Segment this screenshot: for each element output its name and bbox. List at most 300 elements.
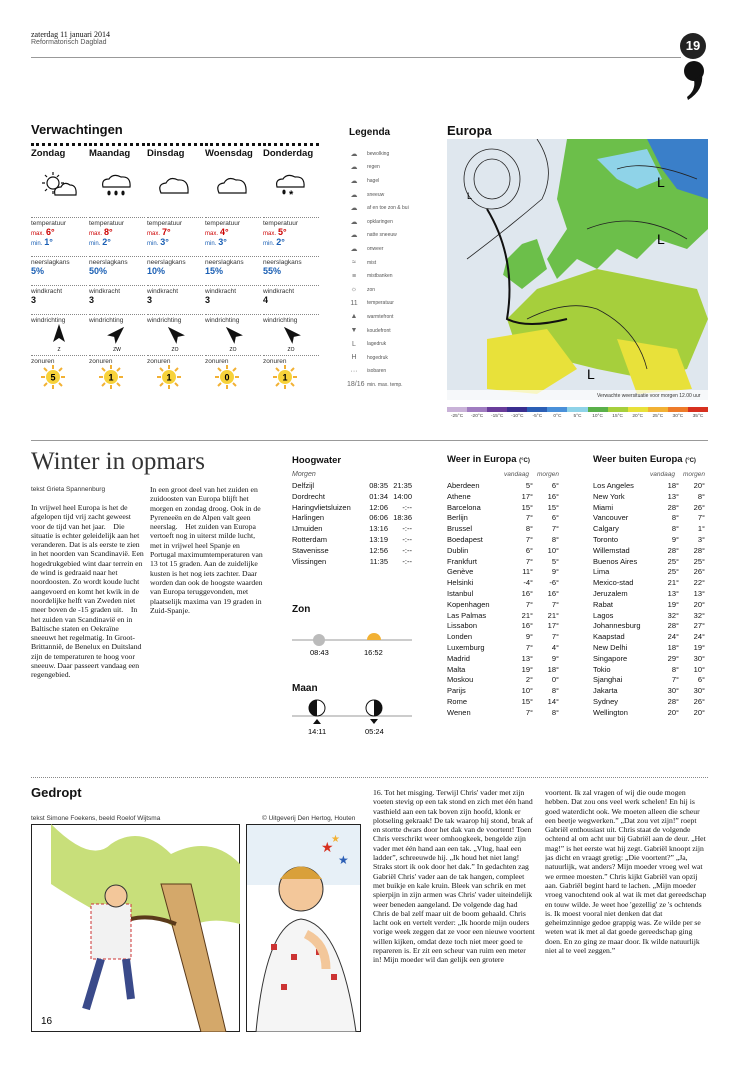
legend-icon: ☁ (350, 164, 358, 172)
svg-text:1: 1 (166, 372, 172, 383)
zon-title: Zon (292, 604, 311, 615)
legend-item (347, 188, 437, 202)
temp-today: 18° (667, 481, 679, 490)
temp-tomorrow: 15° (547, 502, 559, 512)
legend-icon: 11 (350, 299, 358, 307)
temp-tomorrow: 10° (693, 664, 705, 674)
moon-rise: 14:11 (308, 727, 327, 736)
wind-arrow-icon (89, 324, 145, 352)
story-byline: tekst Simone Foekens, beeld Roelof Wijtsma (31, 815, 161, 822)
city-name: Barcelona (447, 502, 481, 512)
legend-title: Legenda (349, 127, 391, 138)
moon-set: 05:24 (365, 727, 384, 736)
sun-hours-icon (89, 365, 145, 394)
masthead-paper: Reformatorisch Dagblad (31, 39, 107, 46)
time-2: 18:36 (393, 513, 412, 523)
time-1: 12:06 (369, 502, 388, 512)
temp-tomorrow: 9° (551, 567, 559, 577)
temp-today: 7° (671, 675, 679, 685)
city-name: Kopenhagen (447, 599, 490, 609)
city-name: Toronto (593, 534, 619, 544)
forecast-day-name: Donderdag (263, 143, 319, 159)
city-name: Londen (447, 632, 473, 642)
table-row (593, 503, 705, 514)
hoogwater-table (292, 481, 412, 567)
temp-tomorrow: 20° (693, 599, 705, 609)
europe-unit: (°C) (519, 458, 530, 464)
table-row (447, 675, 559, 686)
svg-text:5: 5 (50, 372, 56, 383)
temp-min: min. 1° (31, 237, 53, 247)
direction-label: windrichting (89, 314, 145, 324)
table-row (447, 578, 559, 589)
table-row (447, 665, 559, 676)
legend-icon: ☁ (350, 245, 358, 253)
world-title: Weer buiten Europa (593, 454, 683, 465)
place-name: Dordrecht (292, 491, 325, 501)
sun-set: 16:52 (364, 648, 383, 657)
temp-today: 20° (667, 707, 679, 717)
table-row (447, 589, 559, 600)
sun-hours-icon (31, 365, 87, 394)
table-row (292, 524, 412, 535)
wind-arrow-icon (263, 324, 319, 352)
city-name: Helsinki (447, 578, 474, 588)
temp-today: 30° (667, 686, 679, 696)
table-row (292, 557, 412, 568)
rain-value: 5% (31, 266, 45, 276)
maan-title: Maan (292, 683, 318, 694)
legend-label: onweer (367, 245, 384, 252)
table-row (593, 708, 705, 719)
time-2: -:-- (402, 502, 412, 512)
comma-ornament-icon (682, 60, 706, 102)
temp-today: 28° (667, 621, 679, 631)
scale-step (668, 407, 688, 419)
table-row (593, 589, 705, 600)
place-name: Vlissingen (292, 556, 327, 566)
city-name: Brussel (447, 524, 473, 534)
article-column-1: In vrijwel heel Europa is het de afgelopen tijd vrij zacht geweest voor de tijd van het jaar. Die situatie is echter geleidelijk aan het veranderen. Dat is als eerste te zien in het noorden van Scandinavië. Een hogedrukgebied wint daar terrein en de wind is gedraaid naar het noordoosten. Zo wordt koude lucht aangevoerd en komt het kwik in de noordelijke helft van Zweden niet meer boven de -15 graden uit. In het zuiden van Scandinavië en in Baltische staten en Oekraïne sneeuwt het regelmatig. In Groot-Brittannië, de Benelux en Duitsland zijn de temperaturen te hoog voor sneeuw. Daar passeert vandaag een regengebied. (31, 503, 144, 680)
forecast-title: Verwachtingen (31, 122, 123, 137)
snow-cloud-icon (263, 159, 319, 203)
city-name: Athene (447, 491, 471, 501)
scale-step (527, 407, 547, 419)
scale-label: 20°C (632, 414, 644, 419)
scale-step (628, 407, 648, 419)
table-row (447, 621, 559, 632)
city-name: Los Angeles (593, 481, 634, 490)
city-name: Buenos Aires (593, 556, 638, 566)
table-row (447, 632, 559, 643)
svg-text:L: L (587, 366, 595, 382)
rain-cloud-icon (89, 159, 145, 203)
table-row (447, 492, 559, 503)
table-row (593, 546, 705, 557)
table-row (447, 535, 559, 546)
legend-icon: 18/16 (347, 381, 365, 389)
temp-today: 9° (525, 632, 533, 642)
legend-item (347, 215, 437, 229)
sun-label: zonuren (31, 355, 87, 365)
time-2: -:-- (402, 556, 412, 566)
temp-label: temperatuur (31, 217, 87, 227)
temp-tomorrow: 1° (697, 524, 705, 534)
table-row (593, 697, 705, 708)
table-row (593, 654, 705, 665)
temp-tomorrow: 4° (551, 642, 559, 652)
temp-today: 18° (667, 642, 679, 652)
svg-text:*: * (289, 189, 294, 199)
legend-item (347, 174, 437, 188)
rain-label: neerslagkans (263, 256, 319, 266)
city-name: Jakarta (593, 686, 618, 696)
forecast-day-3 (205, 143, 261, 394)
legend-label: hogedruk (367, 354, 388, 361)
temp-today: 8° (671, 664, 679, 674)
world-h1: vandaag (650, 471, 675, 478)
legend-icon: ☁ (350, 177, 358, 185)
temp-today: 28° (667, 696, 679, 706)
table-row (593, 600, 705, 611)
time-2: -:-- (402, 524, 412, 534)
table-row (447, 611, 559, 622)
city-name: Aberdeen (447, 481, 480, 490)
temp-tomorrow: 30° (693, 686, 705, 696)
wind-value: 3 (147, 295, 153, 305)
table-row (593, 481, 705, 492)
place-name: Haringvlietsluizen (292, 502, 351, 512)
legend-item (347, 365, 437, 379)
time-1: 11:35 (369, 556, 388, 566)
scale-step (547, 407, 567, 419)
legend-label: af en toe zon & bui (367, 205, 409, 212)
temp-tomorrow: 24° (693, 632, 705, 642)
time-1: 12:56 (369, 545, 388, 555)
legend-label: isobaren (367, 368, 387, 375)
temp-tomorrow: -6° (549, 578, 559, 588)
wind-value: 3 (89, 295, 95, 305)
place-name: IJmuiden (292, 524, 323, 534)
city-name: Kaapstad (593, 632, 625, 642)
time-2: 21:35 (393, 481, 412, 490)
legend-item (347, 310, 437, 324)
table-row (593, 513, 705, 524)
temp-tomorrow: 19° (693, 642, 705, 652)
temp-today: 29° (667, 653, 679, 663)
temp-today: 25° (667, 556, 679, 566)
city-name: Lissabon (447, 621, 478, 631)
time-2: -:-- (402, 545, 412, 555)
temp-tomorrow: 26° (693, 502, 705, 512)
city-name: Moskou (447, 675, 474, 685)
article-byline: tekst Grieta Spannenburg (31, 486, 106, 493)
temp-today: 15° (521, 502, 533, 512)
table-row (593, 524, 705, 535)
legend-icon: ▼ (350, 327, 358, 335)
temp-min: min. 2° (89, 237, 111, 247)
temp-today: 8° (671, 524, 679, 534)
temp-tomorrow: 6° (551, 513, 559, 523)
temp-tomorrow: 6° (551, 481, 559, 490)
sun-times-graphic (292, 626, 412, 658)
table-row (447, 524, 559, 535)
table-row (292, 513, 412, 524)
legend-label: sneeuw (367, 191, 385, 198)
city-name: Sydney (593, 696, 619, 706)
temp-today: 19° (667, 599, 679, 609)
temp-tomorrow: 3° (697, 534, 705, 544)
temp-today: 19° (521, 664, 533, 674)
legend-item (347, 324, 437, 338)
city-name: Frankfurt (447, 556, 478, 566)
svg-text:L: L (657, 174, 665, 190)
panel-number: 16 (41, 1016, 53, 1027)
sun-cloud-icon (31, 159, 87, 203)
table-row (447, 503, 559, 514)
legend-item (347, 378, 437, 392)
temp-tomorrow: 32° (693, 610, 705, 620)
temperature-scale (447, 407, 708, 419)
table-row (593, 535, 705, 546)
article-title: Winter in opmars (31, 448, 205, 475)
temp-today: 15° (521, 696, 533, 706)
illustration-panel-1 (31, 824, 240, 1032)
world-h2: morgen (682, 471, 705, 478)
table-row (593, 578, 705, 589)
scale-label: -15°C (491, 414, 504, 419)
legend-item (347, 283, 437, 297)
table-row (447, 567, 559, 578)
legend-label: mistbanken (367, 273, 393, 280)
table-row (447, 557, 559, 568)
temp-today: 9° (671, 534, 679, 544)
temp-tomorrow: 26° (693, 696, 705, 706)
map-title: Europa (447, 123, 492, 138)
city-name: Luxemburg (447, 642, 485, 652)
cloud-icon (147, 159, 203, 203)
legend-icon: ☁ (350, 150, 358, 158)
table-row (593, 567, 705, 578)
sun-label: zonuren (205, 355, 261, 365)
europe-weather-map (447, 139, 708, 400)
table-row (593, 621, 705, 632)
scale-step (447, 407, 467, 419)
temp-max: max. 6° (31, 227, 55, 237)
legend-icon: ☁ (350, 232, 358, 240)
europe-h1: vandaag (504, 471, 529, 478)
city-name: Lagos (593, 610, 614, 620)
table-row (447, 481, 559, 492)
temp-tomorrow: 22° (693, 578, 705, 588)
table-row (292, 546, 412, 557)
temp-label: temperatuur (89, 217, 145, 227)
table-row (593, 686, 705, 697)
temp-today: 11° (522, 567, 533, 577)
table-row (593, 665, 705, 676)
place-name: Delfzijl (292, 481, 315, 490)
temp-tomorrow: 6° (697, 675, 705, 685)
legend-icon: ☁ (350, 218, 358, 226)
wind-label: windkracht (147, 285, 203, 295)
temp-today: 10° (521, 686, 533, 696)
forecast-day-0 (31, 143, 87, 394)
rain-value: 15% (205, 266, 224, 276)
forecast-day-1 (89, 143, 145, 394)
scale-label: 30°C (672, 414, 684, 419)
legend-icon: H (351, 354, 357, 362)
scale-step (567, 407, 587, 419)
legend-item (347, 161, 437, 175)
legend-item (347, 242, 437, 256)
temp-today: 25° (667, 567, 679, 577)
legend-item (347, 256, 437, 270)
legend-icon: ··· (350, 367, 358, 375)
city-name: Rabat (593, 599, 614, 609)
wind-value: 3 (31, 295, 37, 305)
temp-min: min. 3° (205, 237, 227, 247)
svg-text:ZW: ZW (113, 347, 121, 352)
svg-text:★: ★ (321, 839, 334, 855)
temp-today: 28° (667, 502, 679, 512)
scale-label: 35°C (692, 414, 704, 419)
city-name: Malta (447, 664, 466, 674)
legend-label: regen (367, 164, 380, 171)
svg-text:ZO: ZO (171, 347, 179, 352)
temp-today: -4° (523, 578, 533, 588)
time-1: 01:34 (369, 491, 388, 501)
city-name: Wellington (593, 707, 628, 717)
moon-times-graphic (292, 697, 412, 737)
city-name: Berlijn (447, 513, 468, 523)
forecast-day-name: Maandag (89, 143, 145, 159)
place-name: Harlingen (292, 513, 325, 523)
forecast-day-name: Dinsdag (147, 143, 203, 159)
temp-tomorrow: 5° (551, 556, 559, 566)
city-name: Vancouver (593, 513, 629, 523)
temp-max: max. 8° (89, 227, 113, 237)
svg-text:L: L (657, 231, 665, 247)
svg-text:1: 1 (282, 372, 288, 383)
world-unit: (°C) (685, 458, 696, 464)
svg-text:ZO: ZO (287, 347, 295, 352)
table-row (447, 697, 559, 708)
legend-icon: L (352, 340, 356, 348)
city-name: New Delhi (593, 642, 628, 652)
svg-text:★: ★ (338, 853, 349, 867)
table-row (447, 546, 559, 557)
temp-tomorrow: 17° (547, 621, 559, 631)
temp-tomorrow: 13° (693, 588, 705, 598)
wind-arrow-icon (147, 324, 203, 352)
city-name: Calgary (593, 524, 619, 534)
scale-label: -20°C (470, 414, 484, 419)
wind-value: 4 (263, 295, 269, 305)
svg-text:ZO: ZO (229, 347, 237, 352)
rain-value: 10% (147, 266, 166, 276)
table-row (593, 557, 705, 568)
temp-tomorrow: 7° (551, 524, 559, 534)
legend-label: warmtefront (367, 313, 394, 320)
temp-max: max. 7° (147, 227, 171, 237)
table-row (292, 503, 412, 514)
temp-today: 32° (667, 610, 679, 620)
hoogwater-sub: Morgen (292, 471, 316, 478)
temp-tomorrow: 20° (693, 707, 705, 717)
scale-step (487, 407, 507, 419)
direction-label: windrichting (31, 314, 87, 324)
scale-step (467, 407, 487, 419)
temp-tomorrow: 16° (547, 491, 559, 501)
legend-label: temperatuur (367, 300, 394, 307)
temp-tomorrow: 14° (547, 696, 559, 706)
sun-hours-icon (205, 365, 261, 394)
forecast-day-name: Woensdag (205, 143, 261, 159)
legend-label: zon (367, 286, 376, 293)
page-number: 19 (680, 33, 706, 59)
temp-today: 2° (525, 675, 533, 685)
scale-label: 10°C (592, 414, 603, 419)
wind-label: windkracht (89, 285, 145, 295)
time-1: 08:35 (369, 481, 388, 490)
sun-hours-icon (147, 365, 203, 394)
temp-tomorrow: 27° (693, 621, 705, 631)
direction-label: windrichting (147, 314, 203, 324)
legend-label: lagedruk (367, 341, 387, 348)
sun-label: zonuren (263, 355, 319, 365)
table-row (593, 632, 705, 643)
temp-tomorrow: 28° (693, 545, 705, 555)
sun-label: zonuren (89, 355, 145, 365)
legend-icon: ☁ (350, 205, 358, 213)
article-column-2: In een groot deel van het zuiden en zuidoosten van Europa blijft het morgen en zondag droog. Ook in de Pyreneeën en de Alpen valt geen neerslag. Het zuiden van Europa vertoeft nog in uiterst milde lucht, met in vrijwel heel Spanje en Portugal maximumtemperaturen van 13 tot 15 graden. Aan de zuidelijke kusten is het nog iets zachter. Daar worden dan ook de hoogste waarden van Europa teruggevonden, met plaatselijk maxima van 19 graden in Zuid-Spanje. (150, 485, 263, 615)
table-row (447, 708, 559, 719)
legend-item (347, 337, 437, 351)
temp-today: 13° (667, 588, 679, 598)
wind-label: windkracht (263, 285, 319, 295)
table-row (447, 643, 559, 654)
table-row (447, 654, 559, 665)
direction-label: windrichting (205, 314, 261, 324)
temp-tomorrow: 7° (551, 599, 559, 609)
cloud-icon (205, 159, 261, 203)
legend-item (347, 269, 437, 283)
temp-today: 8° (671, 513, 679, 523)
temp-today: 6° (525, 545, 533, 555)
temp-tomorrow: 21° (547, 610, 559, 620)
table-row (593, 492, 705, 503)
story-column-1: 16. Tot het misging. Terwijl Chris' vader met zijn voeten stevig op een tak stond en zich met één hand vasthield aan een tak boven zijn hoofd, klonk er plotseling gekraak! De tak waarop hij stond, brak af en stortte dwars door het dak van de voortent! Toen Chris verschrikt weer omhoogkeek, bengelde zijn vader met één hand aan een tak. „Vlug, haal een ladder”, schreeuwde hij. „Ik houd het niet lang! Straks stort ik ook door het dak.” In gedachten zag Gabriël Chris' vader aan de tak hangen, compleet met buikje en kale kruin. Bleek van schrik en met spierpijn in zijn armen was Chris' vader uiteindelijk weer beneden aangeland. De volgende dag had Chris de bal zelf maar uit de boom gehaald. Chris lacht ook en vertelt verder: „Ik hoorde mijn ouders vorige week zeggen dat ze voor een nieuwe voortent willen kijken, omdat deze toch niet meer goed te repareren is. Er zit een scheur van ruim een meter in! Mijn moeder wil dan gelijk een grotere (373, 788, 535, 965)
direction-label: windrichting (263, 314, 319, 324)
world-table (593, 481, 705, 719)
europe-h2: morgen (536, 471, 559, 478)
table-row (447, 513, 559, 524)
time-2: 14:00 (393, 491, 412, 501)
legend-label: mist (367, 259, 377, 266)
legend-item (347, 147, 437, 161)
temp-tomorrow: 9° (551, 653, 559, 663)
city-name: Mexico-stad (593, 578, 634, 588)
legend-icon: ≡ (351, 272, 357, 280)
table-row (292, 535, 412, 546)
story-column-2: voortent. Ik zal vragen of wij die oude mogen hebben. Dat zou ons veel werk schelen! En hij is goed waterdicht ook. We moeten alleen die scheur een beetje wegwerken.” „Dat zou vet zijn!” roept Gabriël enthousiast uit. Chris staat de volgende ochtend al om acht uur bij Gabriël aan de deur. „Het mag!” is het eerste wat hij zegt. Gabriël knoopt zijn jas dicht en vraagt gretig: „Die voortent?” „Ja, natuurlijk, wat anders? Mijn moeder vroeg wel wat we ermee moesten.” Chris kijkt Gabriël van opzij aan. Gabriël begint hard te lachen. „Mijn moeder vroeg vanochtend ook al wat ik met dat gereedschap en touw wilde. Je weet hoe 'gezellig' ze 's ochtends is. Ik moest vooral niet denken dat dat geheimzinnige gedoe grappig was. Ze wilde per se weten wat ik met al dat goede gereedschap ging doen. En zo ging ze maar door. Ik wilde natuurlijk niet al te veel zeggen.” (545, 788, 707, 956)
temp-tomorrow: 7° (551, 632, 559, 642)
time-2: -:-- (402, 534, 412, 544)
scale-label: 5°C (573, 414, 582, 419)
legend-icon: ▲ (350, 313, 358, 321)
temp-tomorrow: 0° (551, 675, 559, 685)
table-row (447, 600, 559, 611)
